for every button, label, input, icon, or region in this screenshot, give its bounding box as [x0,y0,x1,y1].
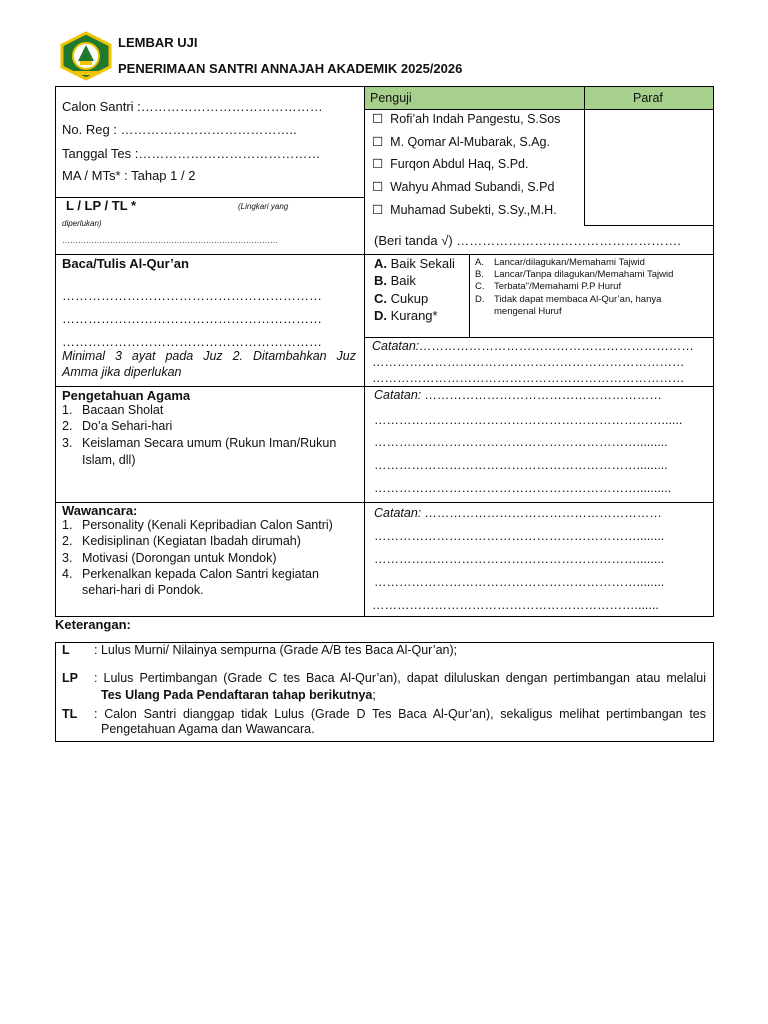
wawancara-item-3: 3. Motivasi (Dorongan untuk Mondok) [62,551,277,565]
grade-a: A. Baik Sekali [374,256,455,271]
pengetahuan-item-2: 2. Do’a Sehari-hari [62,419,173,433]
criteria-c: C. Terbata"/Memahami P.P Huruf [475,281,622,292]
pengetahuan-catatan-1: Catatan: ………………………………………………… [374,388,663,402]
wawancara-catatan-line: ………………………………………………………........ [374,552,665,566]
keterangan-title: Keterangan: [55,617,131,632]
penguji-item[interactable]: ☐ Muhamad Subekti, S.Sy.,M.H. [372,203,557,217]
keterangan-lp-key: LP [62,671,78,685]
penguji-header: Penguji [370,91,412,105]
baca-dots-3: …………………………………………………… [62,334,322,349]
paraf-header: Paraf [633,91,663,105]
wawancara-item-4-cont: sehari-hari di Pondok. [82,583,204,597]
ma-mts-field: MA / MTs* : Tahap 1 / 2 [62,168,196,183]
keterangan-tl-text-2: Pengetahuan Agama dan Wawancara. [101,722,315,736]
pengetahuan-item-3: 3. Keislaman Secara umum (Rukun Iman/Rukun [62,436,337,450]
pengetahuan-catatan-line: ………………………………………………………......... [374,435,668,449]
criteria-b: B. Lancar/Tanpa dilagukan/Memahami Tajwid [475,269,674,280]
keterangan-tl-key: TL [62,707,78,721]
penguji-item[interactable]: ☐ M. Qomar Al-Mubarak, S.Ag. [372,135,550,149]
pengetahuan-item-1: 1. Bacaan Sholat [62,403,164,417]
checkbox-icon[interactable]: ☐ [372,203,384,217]
status-note-cont: diperlukan) [62,219,102,228]
wawancara-catatan-line: ………………………………………………………........ [374,575,665,589]
wawancara-item-4: 4. Perkenalkan kepada Calon Santri kegiatan [62,567,319,581]
keterangan-lp-text-2: Tes Ulang Pada Pendaftaran tahap berikutnya; [101,688,376,702]
keterangan-l-text: : Lulus Murni/ Nilainya sempurna (Grade A/B tes Baca Al-Qur’an); [94,643,458,657]
grade-c: C. Cukup [374,291,429,306]
baca-note-1: Minimal 3 ayat pada Juz 2. Ditambahkan Juz [62,349,356,363]
wawancara-catatan-line: ………………………………………………………....... [372,598,659,612]
tanggal-tes-field: Tanggal Tes :…………………………………… [62,146,321,161]
baca-dots-1: …………………………………………………… [62,288,322,303]
wawancara-item-1: 1. Personality (Kenali Kepribadian Calon Santri) [62,518,333,532]
keterangan-lp-text-1: : Lulus Pertimbangan (Grade C tes Baca Al-Qur’an), dapat diluluskan dengan pertimbangan atau melalui [94,671,706,685]
baca-tulis-title: Baca/Tulis Al-Qur’an [62,256,189,271]
pengetahuan-title: Pengetahuan Agama [62,388,191,403]
keterangan-tl-text-1: : Calon Santri dianggap tidak Lulus (Grade D Tes Baca Al-Qur’an), sekaligus melihat pertimbangan tes [94,707,706,721]
wawancara-item-2: 2. Kedisiplinan (Kegiatan Ibadah dirumah) [62,534,301,548]
status-dots: ……………………………………………………………………… [62,236,278,245]
beri-tanda: (Beri tanda √) ……………………………………………. [374,233,681,248]
status-options: L / LP / TL * [66,198,137,213]
school-logo [58,31,114,81]
calon-santri-field: Calon Santri :…………………………………… [62,99,323,114]
baca-dots-2: …………………………………………………… [62,311,322,326]
baca-catatan-1: Catatan:………………………………………………………… [372,339,695,353]
grade-d: D. Kurang* [374,308,438,323]
checkbox-icon[interactable]: ☐ [372,157,384,171]
baca-note-2: Amma jika diperlukan [62,365,182,379]
criteria-d-cont: mengenal Huruf [494,306,562,317]
pengetahuan-catatan-line: ………………………………………………………......... [374,458,668,472]
criteria-d: D. Tidak dapat membaca Al-Qur’an, hanya [475,294,662,305]
checkbox-icon[interactable]: ☐ [372,112,384,126]
grade-b: B. Baik [374,273,416,288]
criteria-a: A. Lancar/dilagukan/Memahami Tajwid [475,257,645,268]
checkbox-icon[interactable]: ☐ [372,180,384,194]
penguji-item[interactable]: ☐ Furqon Abdul Haq, S.Pd. [372,157,529,171]
penguji-item[interactable]: ☐ Rofi’ah Indah Pangestu, S.Sos [372,112,561,126]
no-reg-field: No. Reg : ………………………………….. [62,122,297,137]
pengetahuan-catatan-line: ……………………………………………………………...... [374,413,683,427]
title-line-2: PENERIMAAN SANTRI ANNAJAH AKADEMIK 2025/2026 [118,61,463,76]
keterangan-l-key: L [62,643,70,657]
baca-catatan-3: ………………………………………………………………… [372,371,685,385]
wawancara-catatan-1: Catatan: ………………………………………………… [374,506,663,520]
pengetahuan-item-3-cont: Islam, dll) [82,453,136,467]
pengetahuan-catatan-line: ……………………………………………………….......... [374,481,672,495]
wawancara-catatan-line: ………………………………………………………........ [374,529,665,543]
title-line-1: LEMBAR UJI [118,35,198,50]
wawancara-title: Wawancara: [62,503,138,518]
checkbox-icon[interactable]: ☐ [372,135,384,149]
baca-catatan-2: ………………………………………………………………… [372,355,685,369]
status-note: (Lingkari yang [238,202,289,211]
penguji-item[interactable]: ☐ Wahyu Ahmad Subandi, S.Pd [372,180,555,194]
